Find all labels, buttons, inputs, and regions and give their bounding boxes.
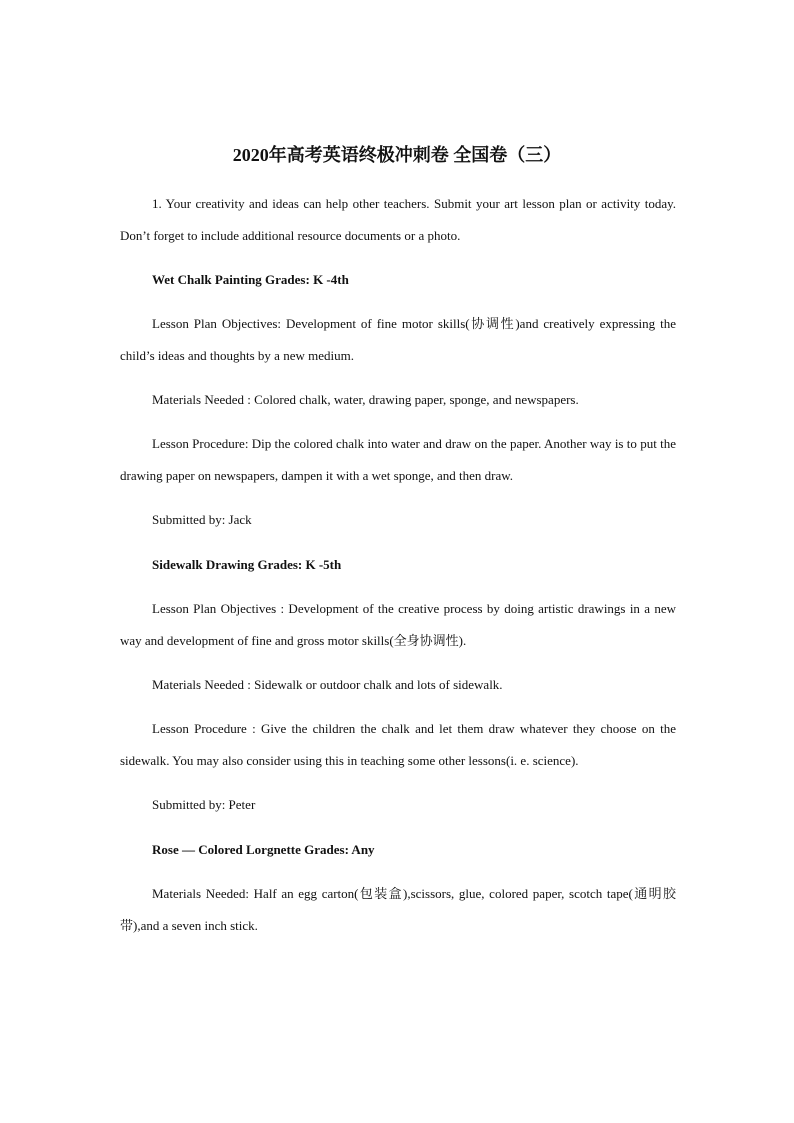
lesson2-heading: Sidewalk Drawing Grades: K -5th — [152, 557, 342, 572]
lesson1-heading: Wet Chalk Painting Grades: K -4th — [152, 272, 349, 287]
lesson2-objectives: Lesson Plan Objectives : Development of the creative process by doing artistic drawings in a new way and development of fine and gross motor skills(全身协调性). — [120, 601, 676, 648]
lesson1-procedure: Lesson Procedure: Dip the colored chalk into water and draw on the paper. Another way is to put the drawing paper on newspapers, dampen it with a wet sponge, and then draw. — [120, 436, 676, 483]
lesson3-heading: Rose — Colored Lorgnette Grades: Any — [152, 842, 375, 857]
intro-paragraph: 1. Your creativity and ideas can help other teachers. Submit your art lesson plan or activity today. Don’t forget to include additional resource documents or a photo. — [120, 196, 676, 243]
lesson2-materials: Materials Needed : Sidewalk or outdoor chalk and lots of sidewalk. — [152, 677, 503, 692]
lesson2-submitted: Submitted by: Peter — [152, 797, 256, 812]
lesson1-submitted: Submitted by: Jack — [152, 512, 252, 527]
lesson1-objectives: Lesson Plan Objectives: Development of fine motor skills(协调性)and creatively expressing the child’s ideas and thoughts by a new medium. — [120, 316, 676, 363]
lesson1-materials: Materials Needed : Colored chalk, water, drawing paper, sponge, and newspapers. — [152, 392, 579, 407]
lesson3-materials: Materials Needed: Half an egg carton(包装盒),scissors, glue, colored paper, scotch tape(通明胶带),and a seven inch stick. — [120, 886, 676, 933]
page-title: 2020年高考英语终极冲刺卷 全国卷（三） — [232, 145, 562, 165]
lesson2-procedure: Lesson Procedure : Give the children the chalk and let them draw whatever they choose on the sidewalk. You may also consider using this in teaching some other lessons(i. e. science). — [120, 721, 676, 768]
